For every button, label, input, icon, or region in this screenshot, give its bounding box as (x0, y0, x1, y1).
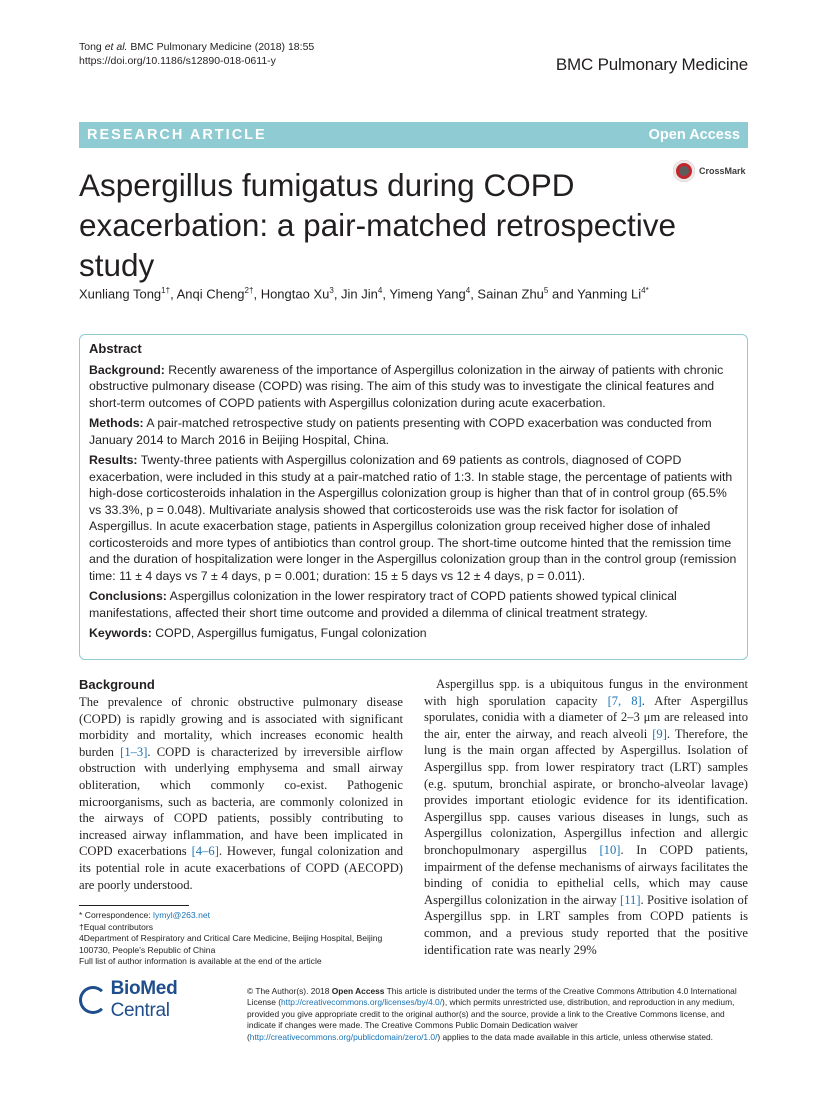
license-text-1: This article is distributed under the terms of the Creative Commons Attribution 4.0 International License ( (247, 986, 737, 1008)
logo-part2: Central (110, 1000, 170, 1021)
correspondence-email-link[interactable]: lymyl@263.net (153, 910, 211, 920)
body-text-run: . Positive isolation of Aspergillus spp. in LRT samples from COPD patients is common, and a previous study reported that the positive identification rate was nearly 29% (424, 892, 748, 957)
author-affiliation-marker: 3 (329, 286, 334, 295)
citation-header (79, 40, 314, 68)
abstract-section-text: Aspergillus colonization in the lower respiratory tract of COPD patients showed typical clinical manifestations, affected their short time outcome and provided a dilemma of clinical treatment strategy. (89, 589, 677, 620)
reference-link[interactable]: [9] (652, 726, 667, 741)
abstract-section-label: Keywords: (89, 626, 152, 640)
author-affiliation-marker: 5 (543, 286, 549, 295)
correspondence-line (79, 910, 399, 922)
author-name: Yanming Li (577, 286, 642, 302)
abstract-box (79, 334, 748, 660)
body-text-run: . However, fungal colonization and its potential role in acute exacerbations of COPD (AECOPD) are poorly understood. (79, 844, 403, 892)
author-name: Sainan Zhu (477, 286, 544, 302)
author-affiliation-marker: 4 (377, 286, 383, 295)
abstract-section (89, 415, 738, 448)
open-access-label: Open Access (648, 127, 740, 143)
author-list: Xunliang Tong$^{1\dagger}$, Anqi Cheng$^{2\dagger}$, Hongtao Xu$^3$, Jin Jin$^4$, Yimeng Yang$^4$, Sainan Zhu$^5$ and Yanming $Li^{4*}$ (79, 286, 649, 302)
abstract-section (89, 625, 738, 642)
author-name: Yimeng Yang (389, 286, 466, 302)
license-link-zero[interactable]: http://creativecommons.org/publicdomain/zero/1.0/ (249, 1031, 438, 1042)
footnotes (79, 910, 399, 968)
body-text-run: . COPD is characterized by irreversible airflow obstruction with underlying emphysema and small airway obliteration, which commonly co-exist. Pathogenic microorganisms, such as bacteria, are commonly colonized in the airways of COPD patients, possibly contributing to increased airway inflammation, and have been implicated in COPD exacerbations (79, 744, 403, 859)
article-title: Aspergillus fumigatus during COPD exacerbation: a pair-matched retrospective study (79, 167, 677, 283)
body-text-run: The prevalence of chronic obstructive pulmonary disease (COPD) is rapidly growing and is associated with significant morbidity and mortality, which increases economic health burden (79, 695, 403, 759)
abstract-section-text: Twenty-three patients with Aspergillus colonization and 69 patients as controls, diagnosed of COPD exacerbation, were included in this study at a pair-matched ratio of 1:3. In stable stage, the percentage of patients with high-dose corticosteroids inhalation in the Aspergillus colonization group is higher than that of in control group (65.5% vs 33.3%, p = 0.048). Multivariate analysis showed that corticosteroids use was the risk factor for isolation of Aspergillus. In acute exacerbation stage, patients in Aspergillus colonization group received higher dose of inhaled corticosteroids and more types of antibiotics than control group. The short-time outcome hinted that the remission time and the duration of hospitalization were longer in the Aspergillus colonization group than in the control group (remission time: 11 ± 4 days vs 7 ± 4 days, p = 0.001; duration: 15 ± 5 days vs 12 ± 4 days, p = 0.011). (89, 453, 737, 583)
biomed-central-logo (79, 978, 239, 1021)
license-text-3: ) applies to the data made available in this article, unless otherwise stated. (437, 1031, 714, 1042)
author-affiliation-marker: 4* (641, 286, 649, 295)
abstract-section-label: Methods: (89, 416, 144, 430)
author-name: Hongtao Xu (260, 286, 330, 302)
crossmark-label: CrossMark (699, 166, 746, 176)
abstract-section-label: Results: (89, 453, 138, 467)
article-type-banner (79, 122, 748, 148)
author-affiliation-marker: 4 (465, 286, 471, 295)
abstract-section-text: COPD, Aspergillus fumigatus, Fungal colonization (151, 626, 427, 640)
reference-link[interactable]: [4–6] (191, 844, 219, 859)
license-prefix: © The Author(s). 2018 (247, 986, 332, 996)
body-text-run: Aspergillus spp. is a ubiquitous fungus in the environment with high sporulation capacity (424, 677, 748, 708)
crossmark-badge[interactable] (673, 159, 753, 183)
abstract-section-label: Background: (89, 362, 165, 377)
license-statement (247, 986, 747, 1043)
author-name: Xunliang Tong (79, 286, 162, 302)
citation-journal: BMC Pulmonary Medicine (130, 41, 252, 53)
body-paragraph-right (424, 676, 748, 958)
body-text-run: . Therefore, the lung is the main organ affected by Aspergillus. Isolation of Aspergillus spp. from lower respiratory tract (LRT) samples (e.g. sputum, bronchial aspirate, or broncho-alveolar lavage) provides important etiologic evidence for its identification. Aspergillus spp. causes various diseases in lungs, such as Aspergillus colonization, Aspergillus infection and allergic bronchopulmonary aspergillus (424, 726, 748, 857)
article-type-label: RESEARCH ARTICLE (87, 127, 267, 143)
section-heading-background: Background (79, 677, 155, 692)
footnote-divider (79, 905, 189, 906)
citation-etal: et al. (104, 41, 128, 53)
author-affiliation-marker: 1† (161, 286, 171, 295)
equal-contributors-note: †Equal contributors (79, 921, 154, 932)
abstract-sections (89, 362, 738, 642)
body-text-run: . After Aspergillus sporulates, conidia with a diameter of 2–3 μm are released into the air, enter the airway, and reach alveoli (424, 693, 748, 741)
full-author-info-note: Full list of author information is available at the end of the article (79, 956, 322, 967)
reference-link[interactable]: [1–3] (120, 744, 148, 759)
logo-part1: BioMed (110, 978, 178, 999)
body-left-column (79, 676, 403, 893)
author-name: Anqi Cheng (176, 286, 245, 302)
abstract-section (89, 452, 738, 584)
biomed-central-wordmark (111, 978, 239, 1022)
doi-link[interactable]: https://doi.org/10.1186/s12890-018-0611-y (79, 55, 276, 67)
journal-name: BMC Pulmonary Medicine (555, 55, 748, 74)
reference-link[interactable]: [10] (599, 842, 621, 857)
affiliation-note: 4Department of Respiratory and Critical Care Medicine, Beijing Hospital, Beijing 100730, People's Republic of China (79, 933, 383, 955)
author-affiliation-marker: 2† (244, 286, 254, 295)
abstract-section-label: Conclusions: (89, 589, 167, 603)
license-link-by[interactable]: http://creativecommons.org/licenses/by/4.0/ (280, 997, 443, 1008)
biomed-central-ring-icon (79, 986, 107, 1014)
abstract-section-text: A pair-matched retrospective study on patients presenting with COPD exacerbation was conducted from January 2014 to March 2016 in Beijing Hospital, China. (89, 416, 712, 447)
reference-link[interactable]: [7, 8] (607, 693, 642, 708)
reference-link[interactable]: [11] (620, 892, 641, 907)
citation-line (79, 40, 314, 54)
citation-authors: Tong (79, 41, 102, 53)
abstract-section-text: Recently awareness of the importance of Aspergillus colonization in the airway of patients with chronic obstructive pulmonary disease (COPD) was rising. The aim of this study was to investigate the clinical features and short-term outcomes of COPD patients with Aspergillus colonization during acute exacerbation. (89, 362, 724, 410)
license-open-access: Open Access (331, 986, 385, 996)
body-paragraph-left (79, 694, 403, 893)
abstract-section (89, 362, 738, 412)
body-text-run: . In COPD patients, impairment of the defense mechanisms of airways facilitates the binding of conidia to epithelial cells, which may cause Aspergillus colonization in the airway (424, 842, 748, 907)
license-text-2: ), which permits unrestricted use, distribution, and reproduction in any medium, provided you give appropriate credit to the original author(s) and the source, provide a link to the Creative Commons license, and indicate if changes were made. The Creative Commons Public Domain Dedication waiver ( (247, 997, 735, 1042)
abstract-section (89, 588, 738, 621)
body-right-column (424, 676, 748, 958)
abstract-heading: Abstract (89, 341, 142, 356)
author-name: Jin Jin (341, 286, 378, 302)
correspondence-label: * Correspondence: (79, 910, 154, 920)
citation-year-volume: (2018) 18:55 (254, 41, 315, 53)
